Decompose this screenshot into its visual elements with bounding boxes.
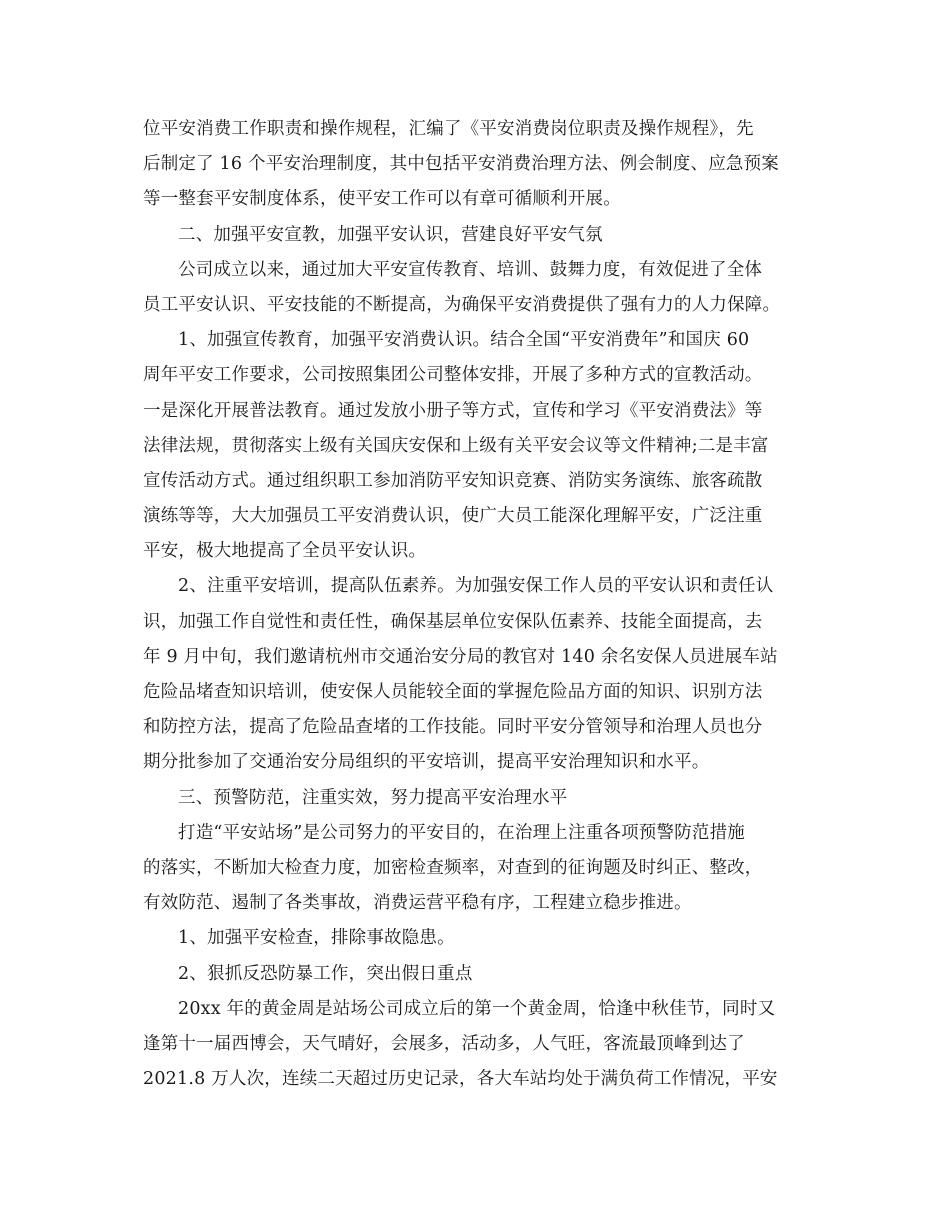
paragraph-first-line: 三、预警防范，注重实效，努力提高平安治理水平 xyxy=(178,787,568,808)
paragraph-first-line: 打造“平安站场”是公司努力的平安目的，在治理上注重各项预警防范措施 xyxy=(178,822,745,843)
text-line: 危险品堵查知识培训，使安保人员能较全面的掌握危险品方面的知识、识别方法 xyxy=(143,682,763,702)
paragraph-first-line: 二、加强平安宣教，加强平安认识，营建良好平安气氛 xyxy=(178,224,603,245)
text-line: 逢第十一届西博会，天气晴好，会展多，活动多，人气旺，客流最顶峰到达了 xyxy=(143,1033,745,1054)
paragraph-first-line: 2、狠抓反恐防暴工作，突出假日重点 xyxy=(178,963,473,984)
text-line: 法律法规，贯彻落实上级有关国庆安保和上级有关平安会议等文件精神;二是丰富 xyxy=(143,435,769,456)
text-line: 周年平安工作要求，公司按照集团公司整体安排，开展了多种方式的宣教活动。 xyxy=(143,365,763,386)
text-line: 宣传活动方式。通过组织职工参加消防平安知识竞赛、消防实务演练、旅客疏散 xyxy=(143,470,763,491)
paragraph-first-line: 2、注重平安培训，提高队伍素养。为加强安保工作人员的平安认识和责任认 xyxy=(178,576,774,597)
paragraph-first-line: 1、加强宣传教育，加强平安消费认识。结合全国“平安消费年”和国庆 60 xyxy=(178,330,750,351)
text-line: 后制定了 16 个平安治理制度，其中包括平安消费治理方法、例会制度、应急预案 xyxy=(143,154,779,175)
text-line: 位平安消费工作职责和操作规程，汇编了《平安消费岗位职责及操作规程》，先 xyxy=(143,119,754,139)
text-line: 员工平安认识、平安技能的不断提高，为确保平安消费提供了强有力的人力保障。 xyxy=(143,294,781,315)
text-line: 和防控方法，提高了危险品查堵的工作技能。同时平安分管领导和治理人员也分 xyxy=(143,717,763,738)
text-line: 平安，极大地提高了全员平安认识。 xyxy=(143,541,427,562)
text-line: 2021.8 万人次，连续二天超过历史记录，各大车站均处于满负荷工作情况，平安 xyxy=(143,1069,778,1090)
paragraph-first-line: 20xx 年的黄金周是站场公司成立后的第一个黄金周，恰逢中秋佳节，同时又 xyxy=(178,998,776,1019)
text-line: 期分批参加了交通治安分局组织的平安培训，提高平安治理知识和水平。 xyxy=(143,752,710,773)
text-line: 识，加强工作自觉性和责任性，确保基层单位安保队伍素养、技能全面提高，去 xyxy=(143,611,763,632)
text-line: 等一整套平安制度体系，使平安工作可以有章可循顺利开展。 xyxy=(143,189,621,210)
document-body xyxy=(143,112,808,1097)
text-line: 一是深化开展普法教育。通过发放小册子等方式，宣传和学习《平安消费法》等 xyxy=(143,400,763,421)
paragraph-first-line: 公司成立以来，通过加大平安宣传教育、培训、鼓舞力度，有效促进了全体 xyxy=(178,259,763,280)
text-line: 年 9 月中旬，我们邀请杭州市交通治安分局的教官对 140 余名安保人员进展车站 xyxy=(143,646,778,667)
text-line: 有效防范、遏制了各类事故，消费运营平稳有序，工程建立稳步推进。 xyxy=(143,893,692,914)
paragraph-first-line: 1、加强平安检查，排除事故隐患。 xyxy=(178,928,455,949)
text-line: 演练等等，大大加强员工平安消费认识，使广大员工能深化理解平安，广泛注重 xyxy=(143,506,763,527)
text-line: 的落实，不断加大检查力度，加密检查频率，对查到的征询题及时纠正、整改， xyxy=(143,857,763,878)
